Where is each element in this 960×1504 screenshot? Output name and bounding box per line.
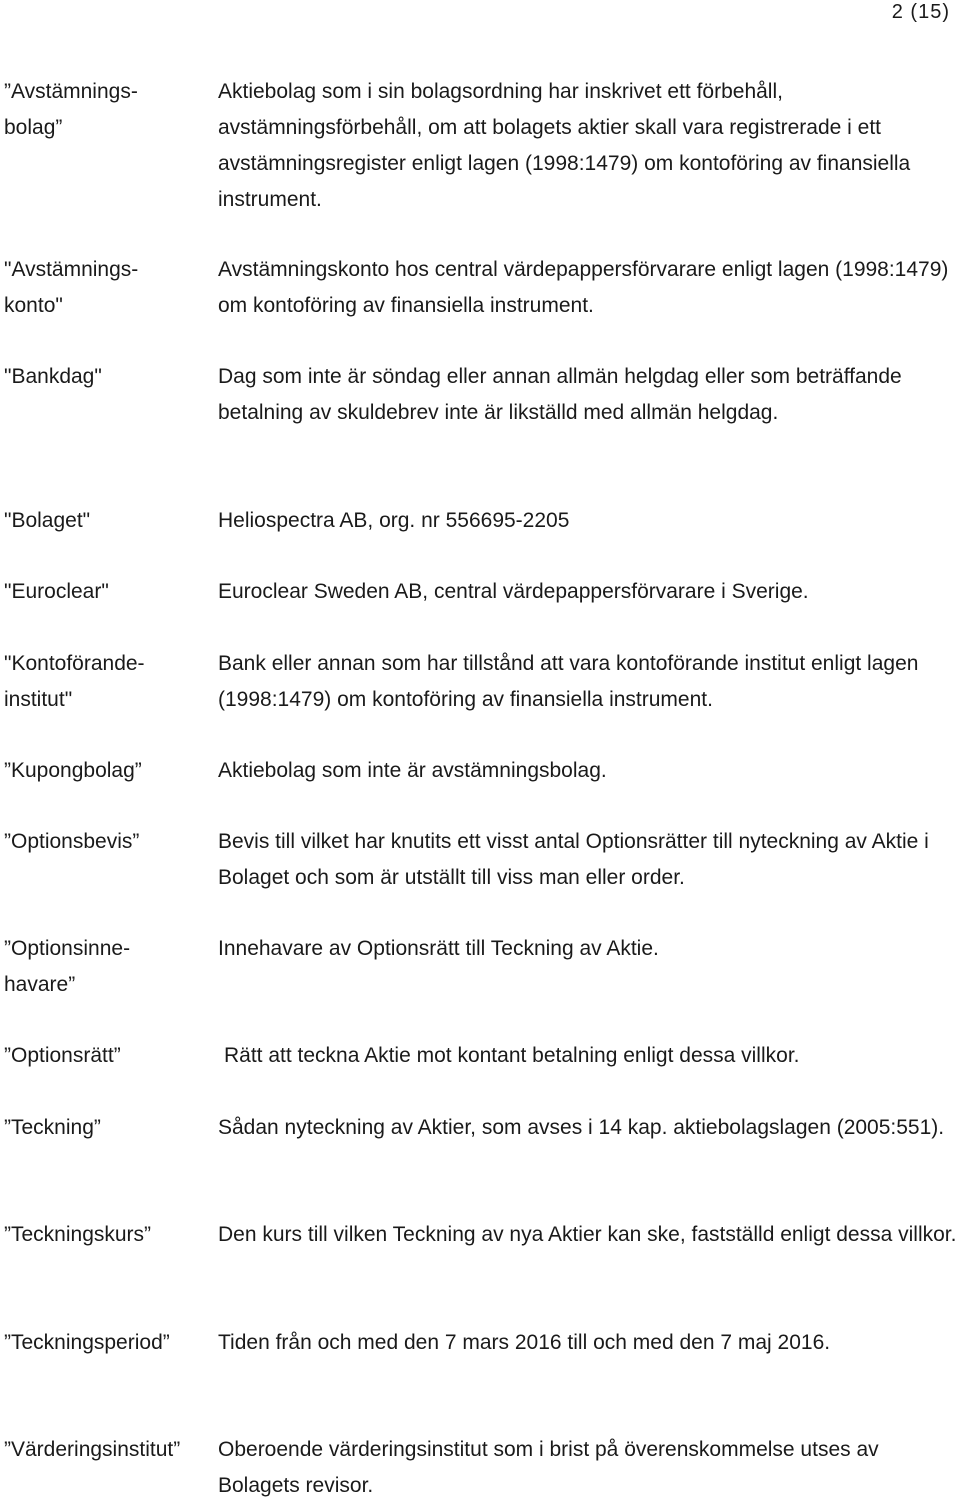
definition-term: ”Värderingsinstitut” bbox=[4, 1438, 181, 1461]
definition-term: ”Teckningskurs” bbox=[4, 1223, 152, 1246]
page-number: 2 (15) bbox=[891, 1, 950, 23]
definition-text: Bevis till vilket har knutits ett visst antal Optionsrätter till nyteckning av Aktie i Bolaget och som är utställt till viss man eller order. bbox=[218, 830, 929, 889]
definition-text: Rätt att teckna Aktie mot kontant betalning enligt dessa villkor. bbox=[224, 1044, 800, 1067]
definition-term: ”Optionsinne- havare” bbox=[4, 937, 131, 996]
definition-text: Den kurs till vilken Teckning av nya Aktier kan ske, fastställd enligt dessa villkor. bbox=[218, 1223, 957, 1246]
definition-term: "Euroclear" bbox=[4, 580, 109, 603]
definition-term: ”Teckning” bbox=[4, 1116, 101, 1139]
definition-term: ”Optionsrätt” bbox=[4, 1044, 121, 1067]
definition-text: Heliospectra AB, org. nr 556695-2205 bbox=[218, 509, 570, 532]
definition-text: Dag som inte är söndag eller annan allmän helgdag eller som beträffande betalning av skuldebrev inte är likställd med allmän helgdag. bbox=[218, 365, 902, 424]
definition-term: ”Teckningsperiod” bbox=[4, 1331, 170, 1354]
definition-term: "Kontoförande- institut" bbox=[4, 652, 145, 711]
definition-text: Oberoende värderingsinstitut som i brist på överenskommelse utses av Bolagets revisor. bbox=[218, 1438, 879, 1497]
definition-term: "Avstämnings- konto" bbox=[4, 258, 139, 317]
definition-text: Aktiebolag som i sin bolagsordning har inskrivet ett förbehåll, avstämningsförbehåll, om att bolagets aktier skall vara registrerade i ett avstämningsregister enligt lagen (1998:1479) om kontoföring av finansiella instrument. bbox=[218, 80, 911, 211]
definition-term: ”Avstämnings- bolag” bbox=[4, 80, 138, 139]
definition-text: Sådan nyteckning av Aktier, som avses i 14 kap. aktiebolagslagen (2005:551). bbox=[218, 1116, 945, 1139]
definition-term: "Bolaget" bbox=[4, 509, 91, 532]
definition-term: "Bankdag" bbox=[4, 365, 102, 388]
definition-text: Avstämningskonto hos central värdepappersförvarare enligt lagen (1998:1479) om kontoföring av finansiella instrument. bbox=[218, 258, 949, 317]
definition-term: ”Kupongbolag” bbox=[4, 759, 142, 782]
definition-text: Tiden från och med den 7 mars 2016 till och med den 7 maj 2016. bbox=[218, 1331, 831, 1354]
definition-term: ”Optionsbevis” bbox=[4, 830, 140, 853]
definition-text: Euroclear Sweden AB, central värdepappersförvarare i Sverige. bbox=[218, 580, 809, 603]
definition-text: Aktiebolag som inte är avstämningsbolag. bbox=[218, 759, 607, 782]
definition-text: Innehavare av Optionsrätt till Teckning av Aktie. bbox=[218, 937, 659, 960]
definition-text: Bank eller annan som har tillstånd att vara kontoförande institut enligt lagen (1998:1479) om kontoföring av finansiella instrument. bbox=[218, 652, 919, 711]
